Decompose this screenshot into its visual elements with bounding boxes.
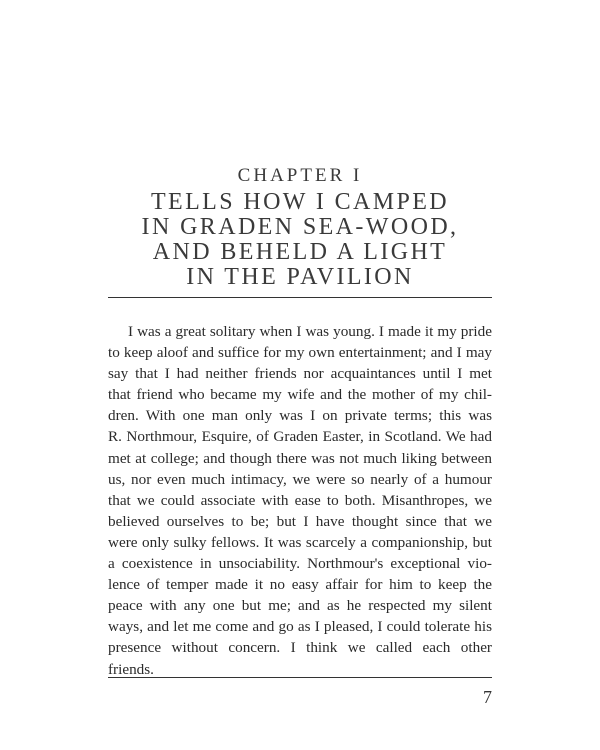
chapter-heading: [108, 164, 492, 290]
body-paragraph: [108, 321, 492, 680]
body-line: presence without concern. I think we called each other: [108, 639, 492, 657]
chapter-title-line-1: TELLS HOW I CAMPED: [150, 189, 450, 215]
body-line: peace with any one but me; and as he respected my silent: [108, 597, 492, 615]
chapter-title-line-3: AND BEHELD A LIGHT: [152, 239, 448, 265]
body-line: believed ourselves to be; but I have thought since that we: [108, 512, 492, 530]
body-line: a coexistence in unsociability. Northmour's exceptional vio-: [108, 555, 492, 573]
body-line: that we could associate with ease to both. Misanthropes, we: [108, 491, 492, 509]
bottom-divider-rule: [108, 677, 492, 678]
body-line: to keep aloof and suffice for my own entertainment; and I may: [108, 344, 492, 362]
body-line: us, nor even much intimacy, we were so nearly of a humour: [108, 470, 492, 488]
body-line: say that I had neither friends nor acquaintances until I met: [108, 365, 492, 383]
chapter-title-line-2: IN GRADEN SEA-WOOD,: [141, 214, 459, 240]
body-line: dren. With one man only was I on private terms; this was: [108, 407, 492, 425]
body-line: R. Northmour, Esquire, of Graden Easter, in Scotland. We had: [108, 428, 492, 446]
body-line: friends.: [108, 660, 154, 678]
page-number: 7: [483, 687, 492, 707]
body-line: I was a great solitary when I was young. I made it my pride: [128, 323, 492, 340]
body-line: lence of temper made it no easy affair for him to keep the: [108, 576, 492, 594]
body-line: that friend who became my wife and the mother of my chil-: [108, 386, 492, 404]
body-line: were only sulky fellows. It was scarcely a companionship, but: [108, 533, 492, 551]
top-divider-rule: [108, 297, 492, 298]
chapter-label: CHAPTER I: [237, 165, 363, 186]
chapter-title-line-4: IN THE PAVILION: [186, 264, 414, 290]
body-line: ways, and let me come and go as I pleased, I could tolerate his: [108, 618, 492, 636]
body-line: met at college; and though there was not much liking between: [108, 449, 492, 467]
